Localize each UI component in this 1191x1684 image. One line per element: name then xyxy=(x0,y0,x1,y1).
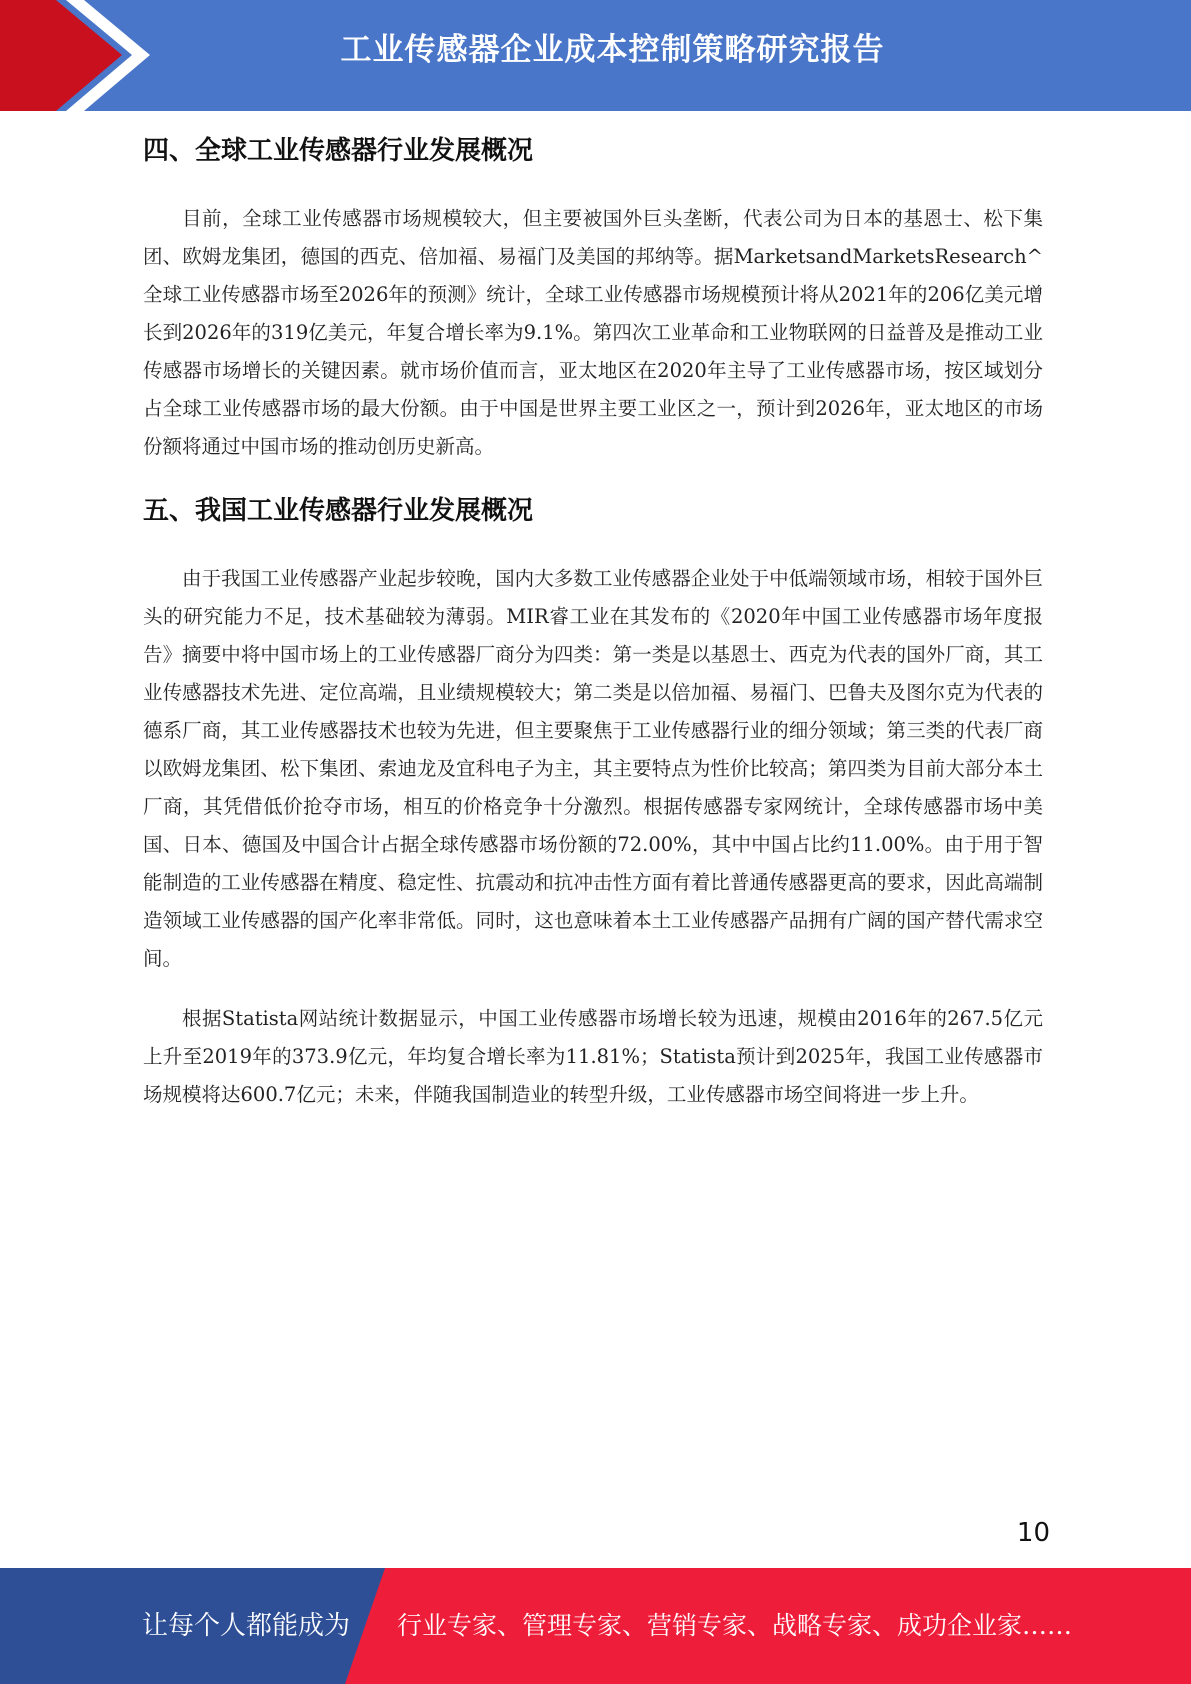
page-number: 10 xyxy=(1016,1518,1050,1548)
footer-slogan-right: 行业专家、管理专家、营销专家、战略专家、成功企业家…… xyxy=(397,1611,1073,1640)
section-title-china: 五、我国工业传感器行业发展概况 xyxy=(143,496,534,526)
paragraph-china-market-size: 根据Statista网站统计数据显示，中国工业传感器市场增长较为迅速，规模由2016年的267.5亿元上升至2019年的373.9亿元，年均复合增长率为11.81%；Statista预计到2025年，我国工业传感器市场规模将达600.7亿元；未来，伴随我国制造业的转型升级，工业传感器市场空间将进一步上升。 xyxy=(143,1007,1043,1106)
section-title-global: 四、全球工业传感器行业发展概况 xyxy=(143,136,534,166)
page-footer xyxy=(0,1568,1191,1684)
footer-slogan-left: 让每个人都能成为 xyxy=(142,1611,351,1641)
main-content xyxy=(143,128,1043,1114)
page-header xyxy=(0,0,1191,111)
paragraph-global-overview: 目前，全球工业传感器市场规模较大，但主要被国外巨头垄断，代表公司为日本的基恩士、松下集团、欧姆龙集团，德国的西克、倍加福、易福门及美国的邦纳等。据MarketsandMarketsResearch^全球工业传感器市场至2026年的预测》统计，全球工业传感器市场规模预计将从2021年的206亿美元增长到2026年的319亿美元，年复合增长率为9.1%。第四次工业革命和工业物联网的日益普及是推动工业传感器市场增长的关键因素。就市场价值而言，亚太地区在2020年主导了工业传感器市场，按区域划分占全球工业传感器市场的最大份额。由于中国是世界主要工业区之一，预计到2026年，亚太地区的市场份额将通过中国市场的推动创历史新高。 xyxy=(143,207,1043,458)
paragraph-china-overview: 由于我国工业传感器产业起步较晚，国内大多数工业传感器企业处于中低端领域市场，相较于国外巨头的研究能力不足，技术基础较为薄弱。MIR睿工业在其发布的《2020年中国工业传感器市场年度报告》摘要中将中国市场上的工业传感器厂商分为四类：第一类是以基恩士、西克为代表的国外厂商，其工业传感器技术先进、定位高端，且业绩规模较大；第二类是以倍加福、易福门、巴鲁夫及图尔克为代表的德系厂商，其工业传感器技术也较为先进，但主要聚焦于工业传感器行业的细分领域；第三类的代表厂商以欧姆龙集团、松下集团、索迪龙及宜科电子为主，其主要特点为性价比较高；第四类为目前大部分本土厂商，其凭借低价抢夺市场，相互的价格竞争十分激烈。根据传感器专家网统计，全球传感器市场中美国、日本、德国及中国合计占据全球传感器市场份额的72.00%，其中中国占比约11.00%。由于用于智能制造的工业传感器在精度、稳定性、抗震动和抗冲击性方面有着比普通传感器更高的要求，因此高端制造领域工业传感器的国产化率非常低。同时，这也意味着本土工业传感器产品拥有广阔的国产替代需求空间。 xyxy=(143,567,1043,970)
report-title: 工业传感器企业成本控制策略研究报告 xyxy=(340,32,885,68)
